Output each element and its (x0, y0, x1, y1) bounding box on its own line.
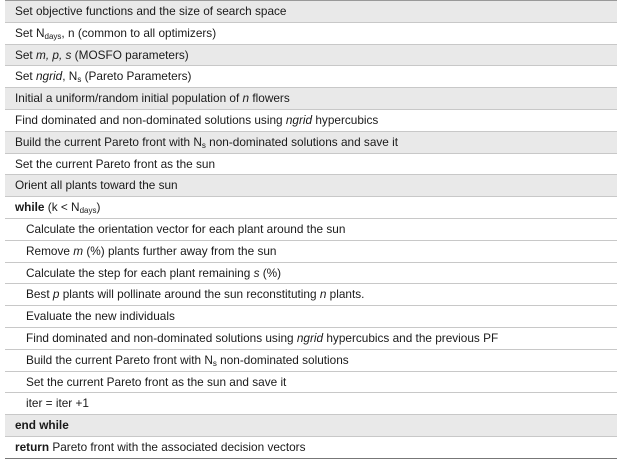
loop-step-7: Build the current Pareto front with $N_s$ non-dominated solutions (5, 350, 617, 372)
algorithm-table (5, 0, 617, 459)
end-while-line: end while (5, 415, 617, 437)
loop-step-2: Remove m (%) plants further away from the sun (5, 241, 617, 263)
step-6: Find dominated and non-dominated solutions using ngrid hypercubics (5, 110, 617, 132)
step-8: Set the current Pareto front as the sun (5, 154, 617, 176)
while-line: while $(k < N_{days})$ (5, 197, 617, 219)
loop-step-3: Calculate the step for each plant remaining s (%) (5, 263, 617, 285)
step-5: Initial a uniform/random initial population of n flowers (5, 88, 617, 110)
step-1: Set objective functions and the size of search space (5, 1, 617, 23)
step-9: Orient all plants toward the sun (5, 175, 617, 197)
loop-step-9: iter = iter +1 (5, 393, 617, 415)
loop-step-6: Find dominated and non-dominated solutions using ngrid hypercubics and the previous PF (5, 328, 617, 350)
step-4: Set ngrid, $N_s$ (Pareto Parameters) (5, 66, 617, 88)
step-7: Build the current Pareto front with $N_s$ non-dominated solutions and save it (5, 132, 617, 154)
loop-step-5: Evaluate the new individuals (5, 306, 617, 328)
loop-step-4: Best p plants will pollinate around the sun reconstituting n plants. (5, 284, 617, 306)
return-line: return Pareto front with the associated decision vectors (5, 437, 617, 459)
step-2: Set $N_{days}$, n (common to all optimizers) (5, 23, 617, 45)
loop-step-1: Calculate the orientation vector for each plant around the sun (5, 219, 617, 241)
step-3: Set m, p, s (MOSFO parameters) (5, 45, 617, 67)
loop-step-8: Set the current Pareto front as the sun and save it (5, 372, 617, 394)
